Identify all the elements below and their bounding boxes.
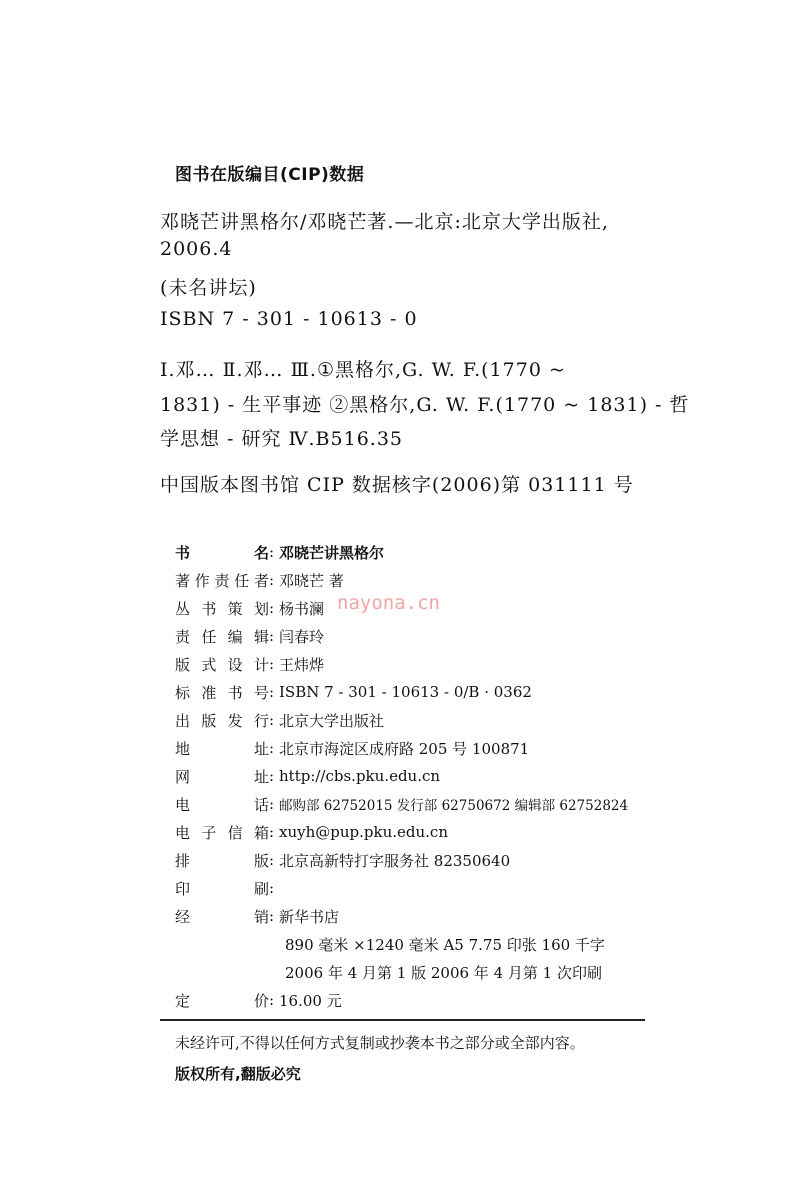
- info-row-address: 地址 : 北京市海淀区成府路 205 号 100871: [175, 739, 530, 758]
- info-value: 北京市海淀区成府路 205 号 100871: [279, 739, 530, 758]
- info-label: 经销: [175, 907, 269, 926]
- cip-subject-line-2: 1831) - 生平事迹 ②黑格尔,G. W. F.(1770 ~ 1831) - 哲: [160, 394, 690, 416]
- info-row-planner: 丛书策划 : 杨书澜: [175, 599, 325, 618]
- info-row-price: 定价 : 16.00 元: [175, 991, 342, 1010]
- info-label: 排版: [175, 851, 269, 870]
- info-row-layout-design: 版式设计 : 王炜烨: [175, 655, 325, 674]
- info-value: 北京大学出版社: [279, 711, 385, 730]
- info-row-publisher: 出版发行 : 北京大学出版社: [175, 711, 385, 730]
- divider: [160, 1019, 645, 1021]
- info-label: 出版发行: [175, 711, 269, 730]
- watermark: nayona.cn: [337, 592, 440, 614]
- cip-record-number: 中国版本图书馆 CIP 数据核字(2006)第 031111 号: [160, 474, 634, 496]
- info-label: 电话: [175, 795, 269, 814]
- edition-info: 2006 年 4 月第 1 版 2006 年 4 月第 1 次印刷: [285, 964, 602, 982]
- info-label: 定价: [175, 991, 269, 1010]
- info-row-title: 书名 : 邓晓芒讲黑格尔: [175, 543, 385, 562]
- info-row-isbn: 标准书号 : ISBN 7 - 301 - 10613 - 0/B · 0362: [175, 683, 532, 702]
- info-row-typesetting: 排版 : 北京高新特打字服务社 82350640: [175, 851, 511, 870]
- info-value: xuyh@pup.pku.edu.cn: [279, 823, 448, 841]
- info-label: 丛书策划: [175, 599, 269, 618]
- info-value: 闫春玲: [279, 627, 325, 646]
- copyright-notice: 未经许可,不得以任何方式复制或抄袭本书之部分或全部内容。: [175, 1034, 585, 1052]
- info-row-email: 电子信箱 : xuyh@pup.pku.edu.cn: [175, 823, 448, 842]
- info-value: http://cbs.pku.edu.cn: [279, 767, 441, 785]
- info-label: 书名: [175, 543, 269, 562]
- cip-title: 图书在版编目(CIP)数据: [175, 165, 365, 185]
- info-label: 标准书号: [175, 683, 269, 702]
- info-row-website: 网址 : http://cbs.pku.edu.cn: [175, 767, 441, 786]
- info-value: 邓晓芒 著: [279, 571, 344, 590]
- info-row-printing: 印刷 :: [175, 879, 275, 898]
- info-value: 16.00 元: [279, 991, 342, 1010]
- cip-isbn: ISBN 7 - 301 - 10613 - 0: [160, 308, 418, 330]
- cip-series: (未名讲坛): [160, 277, 257, 299]
- info-row-phone: 电话 : 邮购部 62752015 发行部 62750672 编辑部 62752824: [175, 795, 629, 814]
- info-value: 邓晓芒讲黑格尔: [279, 543, 385, 562]
- info-row-author: 著作责任者 : 邓晓芒 著: [175, 571, 344, 590]
- info-label: 印刷: [175, 879, 269, 898]
- info-label: 网址: [175, 767, 269, 786]
- info-row-editor: 责任编辑 : 闫春玲: [175, 627, 325, 646]
- info-label: 电子信箱: [175, 823, 269, 842]
- info-label: 著作责任者: [175, 571, 269, 590]
- info-value: 邮购部 62752015 发行部 62750672 编辑部 62752824: [279, 798, 629, 814]
- cip-line-2: 2006.4: [160, 238, 233, 260]
- info-value: 杨书澜: [279, 599, 325, 618]
- info-value: 王炜烨: [279, 655, 325, 674]
- info-label: 责任编辑: [175, 627, 269, 646]
- format-specs: 890 毫米 ×1240 毫米 A5 7.75 印张 160 千字: [285, 936, 605, 954]
- info-label: 地址: [175, 739, 269, 758]
- rights-reserved: 版权所有,翻版必究: [175, 1065, 301, 1083]
- info-value: ISBN 7 - 301 - 10613 - 0/B · 0362: [279, 683, 532, 701]
- cip-line-1: 邓晓芒讲黑格尔/邓晓芒著.—北京:北京大学出版社,: [160, 211, 609, 233]
- info-value: 北京高新特打字服务社 82350640: [279, 851, 511, 870]
- info-row-distributor: 经销 : 新华书店: [175, 907, 340, 926]
- cip-subject-line-1: Ⅰ.邓… Ⅱ.邓… Ⅲ.①黑格尔,G. W. F.(1770 ~: [160, 359, 566, 381]
- cip-subject-line-3: 学思想 - 研究 Ⅳ.B516.35: [160, 428, 404, 450]
- info-value: 新华书店: [279, 907, 340, 926]
- info-label: 版式设计: [175, 655, 269, 674]
